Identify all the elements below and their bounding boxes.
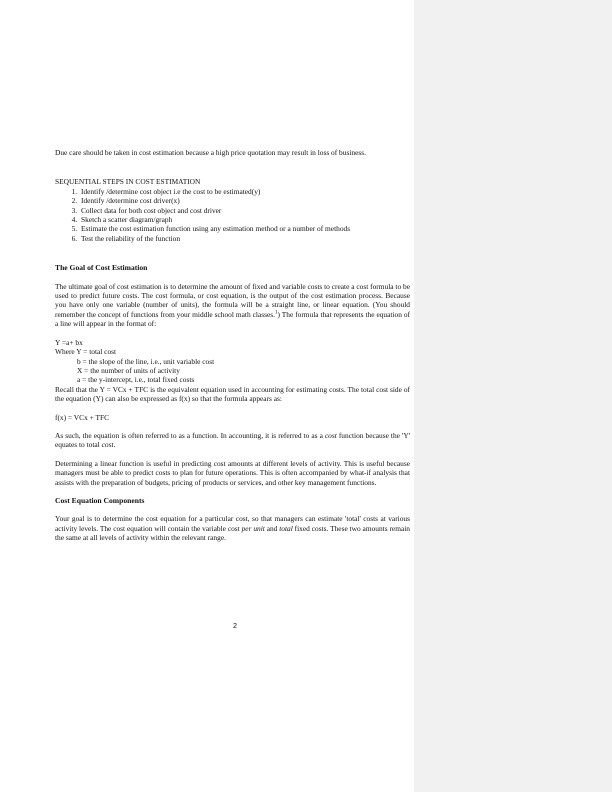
definition-b: b = the slope of the line, i.e., unit variable cost: [77, 356, 215, 366]
definition-x: X = the number of units of activity: [77, 365, 180, 375]
page-number: 2: [233, 621, 237, 630]
intro-paragraph: Due care should be taken in cost estimation because a high price quotation may result in loss of business.: [55, 148, 366, 157]
linear-equation: Y =a+ bx: [55, 337, 83, 347]
body-text: [55, 148, 410, 543]
goal-heading: The Goal of Cost Estimation: [55, 263, 148, 273]
steps-list: [55, 187, 410, 243]
comment-pane: [414, 0, 612, 792]
where-line: Where Y = total cost: [55, 347, 117, 357]
definition-a: a = the y-intercept, i.e., total fixed costs: [77, 375, 195, 385]
step-item: 6. Test the reliability of the function: [79, 234, 410, 243]
step-item: 4. Sketch a scatter diagram/graph: [79, 215, 410, 224]
footnote-mark[interactable]: 1: [274, 310, 278, 316]
components-heading: Cost Equation Components: [55, 495, 145, 505]
step-item: 1. Identify /determine cost object i.e the cost to be estimated(y): [79, 187, 410, 196]
determining-paragraph: Determining a linear function is useful in predicting cost amounts at different levels of activity. This is useful because managers must be able to predict costs to plan for future operations. This is often accompanied by what-if analysis that assists with the preparation of budgets, pricing of products or services, and other key management functions.: [55, 458, 410, 487]
step-item: 2. Identify /determine cost driver(x): [79, 196, 410, 205]
components-paragraph: Your goal is to determine the cost equation for a particular cost, so that managers can estimate 'total' costs at various activity levels. The cost equation will contain the variable cost per unit and total fixed costs. These two amounts remain the same at all levels of activity within the relevant range.: [55, 514, 410, 543]
recall-paragraph: Recall that the Y = VCx + TFC is the equivalent equation used in accounting for estimating costs. The total cost side of the equation (Y) can also be expressed as f(x) so that the formula appears as:: [55, 384, 410, 404]
function-equation: f(x) = VCx + TFC: [55, 412, 110, 422]
function-paragraph: As such, the equation is often referred to as a function. In accounting, it is referred to as a cost function because the 'Y' equates to total cost.: [55, 430, 410, 450]
step-item: 3. Collect data for both cost object and cost driver: [79, 206, 410, 215]
step-item: 5. Estimate the cost estimation function using any estimation method or a number of methods: [79, 224, 410, 233]
goal-paragraph: The ultimate goal of cost estimation is to determine the amount of fixed and variable costs to create a cost formula to be used to predict future costs. The cost formula, or cost equation, is the output of the cost estimation process. Because you have only one variable (number of units), the formula will be a straight line, or linear equation. (You should remember the concept of functions from your middle school math classes.$^1$) The formula that represents the equation of a line will appear in the format of:: [55, 281, 410, 329]
steps-title: SEQUENTIAL STEPS IN COST ESTIMATION: [55, 177, 201, 187]
